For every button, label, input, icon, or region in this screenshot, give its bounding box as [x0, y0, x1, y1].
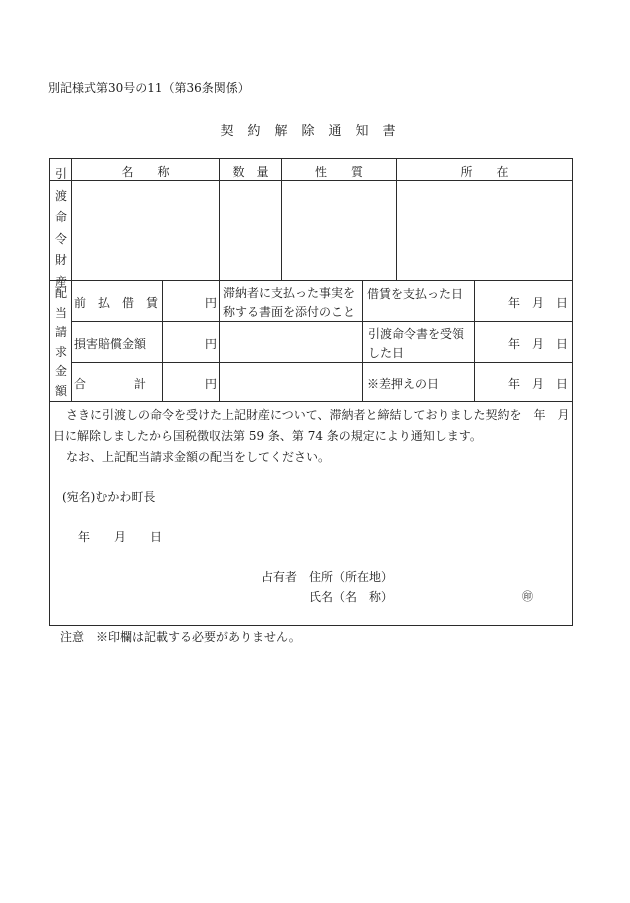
damages-label: 損害賠償金額: [74, 337, 147, 351]
notice-body-line3: なお、上記配当請求金額の配当をしてください。: [66, 450, 331, 464]
notice-body-line1: さきに引渡しの命令を受けた上記財産について、滞納者と締結しておりました契約を 年 月: [66, 408, 570, 422]
distribution-section-line: [49, 401, 572, 402]
notice-date: 年 月 日: [78, 530, 163, 544]
header-name: 名 称: [121, 165, 170, 179]
rent-paid-date-label: 借賃を支払った日: [367, 287, 464, 301]
seal-mark: ㊞: [522, 590, 533, 603]
form-number: 別記様式第30号の11（第36条関係）: [48, 81, 250, 95]
note: 注意 ※印欄は記載する必要がありません。: [60, 630, 301, 644]
prepaid-rent-note-line2: 称する書面を添付のこと: [223, 305, 356, 319]
distribution-row-line-2: [71, 362, 572, 363]
header-location: 所 在: [460, 165, 509, 179]
occupier-name-label: 氏名（名 称）: [309, 590, 394, 604]
order-received-label-line2: した日: [368, 346, 405, 360]
prepaid-rent-unit: 円: [205, 296, 218, 310]
addressee: (宛名)むかわ町長: [62, 490, 156, 504]
rent-paid-date: 年 月 日: [508, 296, 569, 310]
damages-unit: 円: [205, 337, 218, 351]
order-received-date: 年 月 日: [508, 337, 569, 351]
total-unit: 円: [205, 377, 218, 391]
header-quantity: 数 量: [232, 165, 269, 179]
form-frame: [49, 158, 573, 626]
notice-body-line2: 日に解除しましたから国税徴収法第 59 条、第 74 条の規定により通知します。: [53, 429, 482, 443]
seizure-date: 年 月 日: [508, 377, 569, 391]
order-received-label-line1: 引渡命令書を受領: [368, 327, 465, 341]
distribution-col-line-4: [474, 280, 475, 401]
distribution-col-line-3: [362, 280, 363, 401]
document-title: 契約解除通知書: [220, 124, 410, 139]
header-nature: 性 質: [314, 165, 363, 179]
property-side-label: 引渡命令財産: [54, 167, 67, 289]
distribution-row-line-1: [71, 321, 572, 322]
seizure-date-label: ※差押えの日: [367, 377, 440, 391]
prepaid-rent-note-line1: 滞納者に支払った事実を: [223, 286, 356, 300]
property-section-line: [49, 280, 572, 281]
prepaid-rent-label: 前 払 借 賃: [74, 296, 159, 310]
distribution-side-label: 配当請求金額: [54, 286, 67, 398]
header-row-line: [49, 180, 572, 181]
distribution-col-line-1: [162, 280, 163, 401]
distribution-col-line-2: [219, 280, 220, 401]
occupier-address-label: 占有者 住所（所在地）: [261, 570, 394, 584]
total-label: 合 計: [74, 377, 147, 391]
